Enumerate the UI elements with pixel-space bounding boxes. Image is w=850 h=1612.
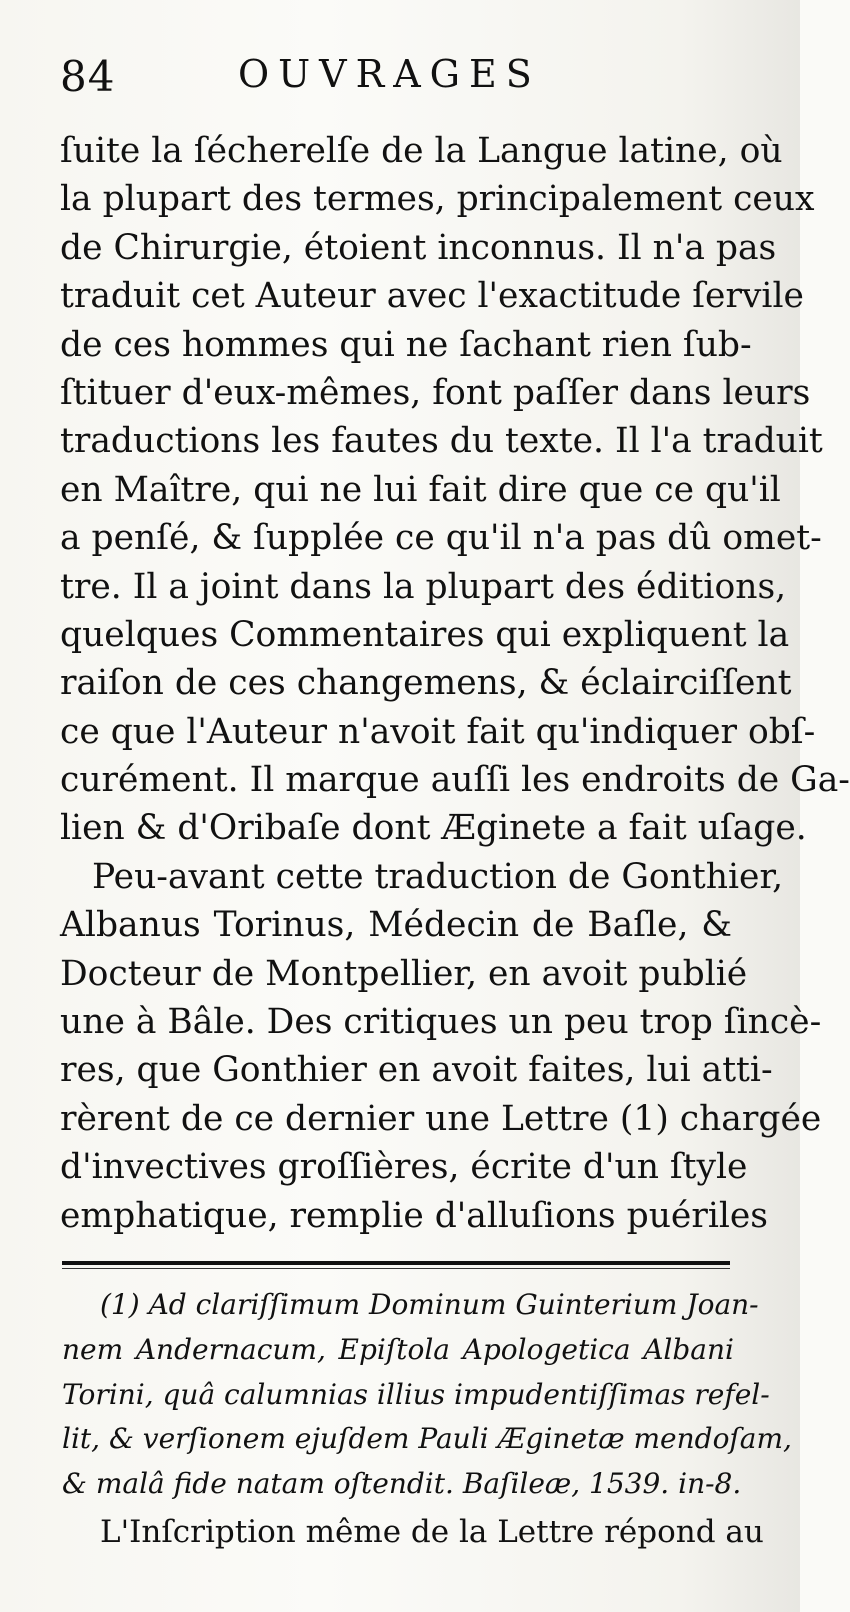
text-line: de Chirurgie, étoient inconnus. Il n'a pas [60,227,777,268]
body-text [60,127,850,1240]
text-line: rèrent de ce dernier une Lettre (1) chargée [60,1098,822,1139]
text-line: de ces hommes qui ne ſachant rien ſub- [60,324,752,365]
text-line: traduit cet Auteur avec l'exactitude ſervile [60,276,804,317]
text-line: raiſon de ces changemens, & éclairciſſent [60,663,792,704]
catchline: L'Inſcription même de la Lettre répond au [100,1514,764,1550]
text-line: emphatique, remplie d'alluſions puériles [60,1195,769,1236]
footnote-line: (1) Ad clariſſimum Dominum Guinterium Joan- [100,1288,759,1321]
text-line: Docteur de Montpellier, en avoit publié [60,953,748,994]
footnote-line: & malâ fide natam oſtendit. Baſileæ, 1539. in-8. [62,1467,742,1501]
text-line: ce que l'Auteur n'avoit fait qu'indiquer obſ- [60,711,816,752]
text-line: en Maître, qui ne lui fait dire que ce qu'il [60,469,781,510]
text-line: res, que Gonthier en avoit faites, lui atti- [60,1050,773,1091]
text-line: quelques Commentaires qui expliquent la [60,614,790,655]
footnote-line: nem Andernacum, Epiſtola Apologetica Albani [62,1332,734,1366]
footnote-line: lit, & verſionem ejuſdem Pauli Æginetæ mendoſam, [62,1422,792,1456]
footnote [62,1283,792,1507]
text-line: a penſé, & ſupplée ce qu'il n'a pas dû omet- [60,518,822,559]
running-head: OUVRAGES [238,52,541,96]
text-line: tre. Il a joint dans la plupart des éditions, [60,566,787,607]
text-line: lien & d'Oribaſe dont Æginete a fait uſage. [60,808,807,849]
footnote-rule-thin [62,1268,730,1269]
paragraph-start-line: Peu-avant cette traduction de Gonthier, [92,856,784,897]
text-line: curément. Il marque auſſi les endroits de Ga- [60,760,850,801]
text-line: la plupart des termes, principalement ceux [60,179,815,220]
text-line: une à Bâle. Des critiques un peu trop ſincè- [60,1002,822,1043]
footnote-rule [62,1261,730,1265]
text-line: traductions les fautes du texte. Il l'a traduit [60,421,823,462]
text-line: d'invectives groſſières, écrite d'un ſtyle [60,1147,748,1188]
footnote-line: Torini, quâ calumnias illius impudentiſſimas refel- [62,1377,770,1411]
page-number: 84 [60,52,116,101]
text-line: Albanus Torinus, Médecin de Baſle, & [60,905,732,946]
text-line: ſuite la ſécherelſe de la Langue latine, où [60,131,783,171]
text-line: ſtituer d'eux-mêmes, font paſſer dans leurs [60,372,811,413]
page-header [60,52,740,112]
